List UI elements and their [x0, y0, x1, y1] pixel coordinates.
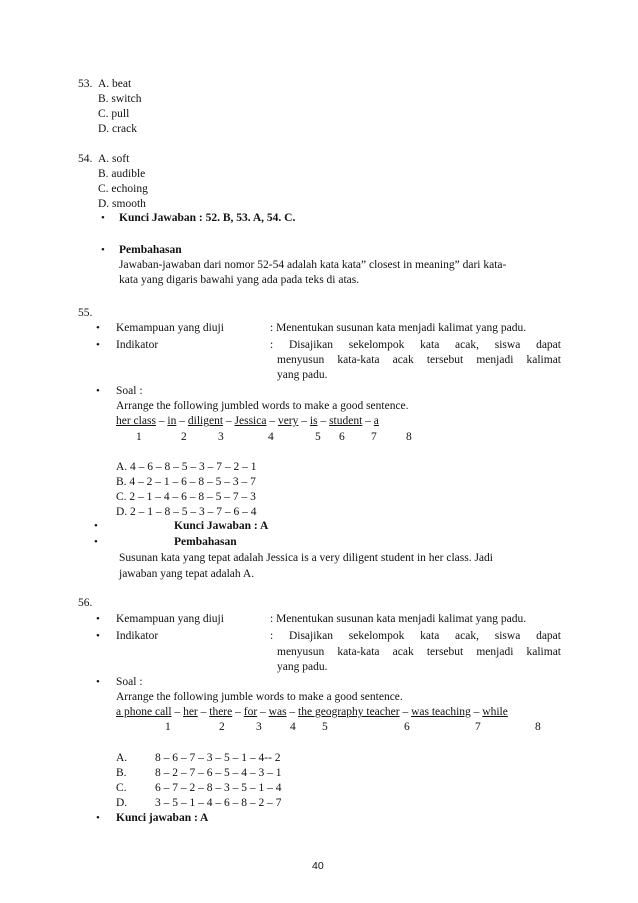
- q56-option-d-letter: D.: [116, 797, 128, 809]
- q56-option-a-value: 8 – 6 – 7 – 3 – 5 – 1 – 4-- 2: [155, 752, 281, 764]
- q56-jumbled-words: [116, 705, 508, 720]
- q55-word: in: [167, 415, 177, 427]
- q56-option-c-letter: C.: [116, 782, 127, 794]
- q56-word: for: [243, 706, 258, 718]
- q55-word: her class: [116, 415, 156, 427]
- q56-separator: –: [260, 706, 266, 718]
- q55-separator: –: [269, 415, 276, 427]
- q55-word: Jessica: [234, 415, 267, 427]
- q55-kunci: Kunci Jawaban : A: [174, 520, 269, 532]
- q55-jumbled-words: [116, 414, 379, 429]
- q55-word-number: 8: [406, 431, 412, 443]
- q54-option-d: D. smooth: [98, 198, 146, 210]
- bullet-icon: •: [94, 520, 98, 532]
- q56-word-number: 2: [219, 721, 225, 733]
- q55-separator: –: [365, 415, 371, 427]
- q56-word-number: 8: [535, 721, 541, 733]
- q56-word-number: 1: [165, 721, 171, 733]
- q56-separator: –: [235, 706, 241, 718]
- q56-kemampuan-value: : Menentukan susunan kata menjadi kalimat yang padu.: [270, 613, 527, 625]
- q56-option-a-letter: A.: [116, 752, 128, 764]
- q53-number: 53.: [78, 78, 93, 90]
- q55-kemampuan-value: : Menentukan susunan kata menjadi kalimat yang padu.: [270, 322, 527, 334]
- q56-word-number: 3: [256, 721, 262, 733]
- q55-separator: –: [320, 415, 327, 427]
- q55-word-number: 6: [339, 431, 345, 443]
- q55-separator: –: [179, 415, 185, 427]
- q56-indikator-line2: menyusun kata-kata acak tersebut menjadi kalimat: [277, 646, 561, 658]
- q56-separator: –: [200, 706, 207, 718]
- q56-word: was: [268, 706, 287, 718]
- q56-indikator-line1: : Disajikan sekelompok kata acak, siswa dapat: [270, 630, 561, 642]
- q55-indikator-line1: : Disajikan sekelompok kata acak, siswa dapat: [270, 339, 561, 351]
- q56-word: the geography teacher: [298, 706, 400, 718]
- q56-instruction: Arrange the following jumble words to make a good sentence.: [116, 691, 403, 703]
- q55-option-d: D. 2 – 1 – 8 – 5 – 3 – 7 – 6 – 4: [116, 506, 257, 518]
- q56-word-number: 5: [322, 721, 328, 733]
- q53-option-a: A. beat: [98, 78, 132, 90]
- q56-word: a phone call: [116, 706, 172, 718]
- q54-option-c: C. echoing: [98, 183, 148, 195]
- bullet-icon: •: [96, 613, 100, 625]
- q53-option-b: B. switch: [98, 93, 142, 105]
- q56-option-c-value: 6 – 7 – 2 – 8 – 3 – 5 – 1 – 4: [155, 782, 282, 794]
- q55-separator: –: [225, 415, 232, 427]
- q56-indikator-label: Indikator: [116, 630, 159, 642]
- q55-word-number: 1: [136, 431, 142, 443]
- q55-word: student: [329, 415, 363, 427]
- q55-instruction: Arrange the following jumbled words to make a good sentence.: [116, 400, 409, 412]
- q55-separator: –: [158, 415, 165, 427]
- q55-word-number: 4: [268, 431, 274, 443]
- q56-word-number: 7: [475, 721, 481, 733]
- q55-word-number: 3: [218, 431, 224, 443]
- q56-number: 56.: [78, 597, 93, 609]
- q55-indikator-line2: menyusun kata-kata acak tersebut menjadi kalimat: [277, 354, 561, 366]
- q56-option-b-letter: B.: [116, 767, 127, 779]
- q55-word: is: [309, 415, 318, 427]
- q56-kemampuan-label: Kemampuan yang diuji: [116, 613, 224, 625]
- page-number: 40: [312, 860, 324, 872]
- bullet-icon: •: [94, 536, 98, 548]
- q56-word-number: 4: [290, 721, 296, 733]
- q56-word-number: 6: [404, 721, 410, 733]
- q56-separator: –: [473, 706, 480, 718]
- q55-option-c: C. 2 – 1 – 4 – 6 – 8 – 5 – 7 – 3: [116, 491, 256, 503]
- q55-soal-label: Soal :: [116, 385, 143, 397]
- q55-word: very: [277, 415, 299, 427]
- q55-kemampuan-label: Kemampuan yang diuji: [116, 322, 224, 334]
- q56-word-numbers: [0, 720, 600, 735]
- q54-option-b: B. audible: [98, 168, 146, 180]
- q56-separator: –: [402, 706, 409, 718]
- q54-option-a: A. soft: [98, 153, 130, 165]
- q56-soal-label: Soal :: [116, 676, 143, 688]
- q56-word: while: [482, 706, 508, 718]
- q55-word-number: 2: [181, 431, 187, 443]
- q55-indikator-label: Indikator: [116, 339, 159, 351]
- q55-word: a: [373, 415, 379, 427]
- kunci-52-54: Kunci Jawaban : 52. B, 53. A, 54. C.: [119, 212, 296, 224]
- bullet-icon: •: [101, 212, 105, 224]
- q55-pembahasan-line1: Susunan kata yang tepat adalah Jessica is a very diligent student in her class. Jadi: [119, 552, 493, 564]
- q53-option-d: D. crack: [98, 123, 137, 135]
- q55-option-a: A. 4 – 6 – 8 – 5 – 3 – 7 – 2 – 1: [116, 461, 257, 473]
- q55-word-number: 7: [371, 431, 377, 443]
- q55-word-numbers: [0, 430, 600, 445]
- bullet-icon: •: [96, 339, 100, 351]
- bullet-icon: •: [96, 676, 100, 688]
- q55-separator: –: [301, 415, 308, 427]
- q55-option-b: B. 4 – 2 – 1 – 6 – 8 – 5 – 3 – 7: [116, 476, 256, 488]
- bullet-icon: •: [96, 630, 100, 642]
- bullet-icon: •: [101, 244, 105, 256]
- q56-separator: –: [289, 706, 296, 718]
- q56-option-b-value: 8 – 2 – 7 – 6 – 5 – 4 – 3 – 1: [155, 767, 282, 779]
- q56-indikator-line3: yang padu.: [277, 661, 328, 673]
- q55-indikator-line3: yang padu.: [277, 369, 328, 381]
- q56-word: was teaching: [411, 706, 471, 718]
- bullet-icon: •: [96, 322, 100, 334]
- q56-kunci: Kunci jawaban : A: [116, 812, 209, 824]
- q53-option-c: C. pull: [98, 108, 130, 120]
- q56-option-d-value: 3 – 5 – 1 – 4 – 6 – 8 – 2 – 7: [155, 797, 282, 809]
- bullet-icon: •: [96, 812, 100, 824]
- q55-word-number: 5: [315, 431, 321, 443]
- q55-pembahasan-title: Pembahasan: [174, 536, 237, 548]
- q55-pembahasan-line2: jawaban yang tepat adalah A.: [119, 568, 255, 580]
- q54-number: 54.: [78, 153, 93, 165]
- q55-word: diligent: [187, 415, 224, 427]
- q56-word: there: [209, 706, 233, 718]
- pembahasan-52-54-title: Pembahasan: [119, 244, 182, 256]
- pembahasan-52-54-line1: Jawaban-jawaban dari nomor 52-54 adalah kata kata” closest in meaning” dari kata-: [119, 259, 507, 271]
- bullet-icon: •: [96, 385, 100, 397]
- pembahasan-52-54-line2: kata yang digaris bawahi yang ada pada teks di atas.: [119, 274, 360, 286]
- q55-number: 55.: [78, 307, 93, 319]
- q56-word: her: [183, 706, 198, 718]
- q56-separator: –: [174, 706, 181, 718]
